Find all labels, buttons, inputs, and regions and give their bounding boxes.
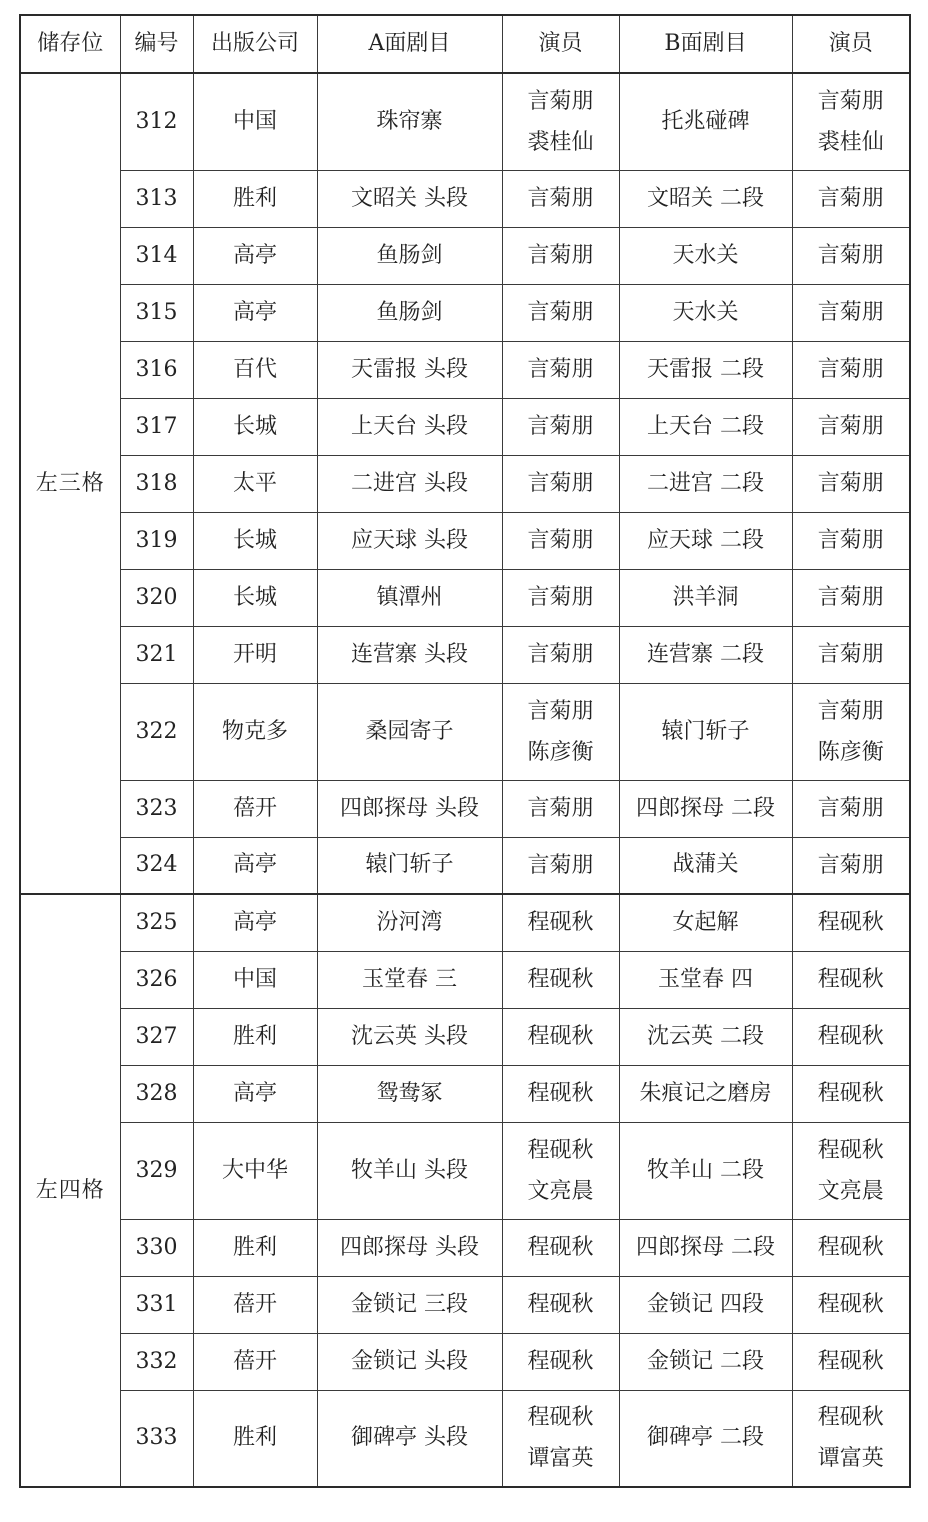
- b-side-actors: [792, 1122, 910, 1219]
- b-side-title: 辕门斩子: [619, 683, 792, 780]
- a-side-title: 金锁记 头段: [317, 1333, 502, 1390]
- table-row: [20, 398, 910, 455]
- actor-name: 文亮晨: [527, 1178, 594, 1204]
- table-row: [20, 1276, 910, 1333]
- record-number: 327: [120, 1008, 193, 1065]
- a-side-title: 御碑亭 头段: [317, 1390, 502, 1487]
- actor-name: 言菊朋: [817, 796, 884, 821]
- b-side-title: 四郎探母 二段: [619, 1219, 792, 1276]
- b-side-title: 应天球 二段: [619, 512, 792, 569]
- actor-name: 程砚秋: [527, 967, 594, 992]
- record-number: 319: [120, 512, 193, 569]
- actor-name: 谭富英: [817, 1446, 884, 1472]
- a-side-title: 天雷报 头段: [317, 341, 502, 398]
- b-side-title: 洪羊洞: [619, 569, 792, 626]
- records-table: [19, 14, 911, 1488]
- b-side-title: 沈云英 二段: [619, 1008, 792, 1065]
- publisher: 高亭: [193, 894, 317, 951]
- actor-name: 裘桂仙: [527, 129, 594, 155]
- actor-name: 言菊朋: [817, 186, 884, 211]
- actor-name: 程砚秋: [527, 1137, 594, 1163]
- b-side-actors: [792, 780, 910, 837]
- table-header: [20, 15, 910, 73]
- actor-name: 言菊朋: [817, 852, 884, 878]
- b-side-actors: [792, 341, 910, 398]
- table-row: [20, 73, 910, 170]
- b-side-title: 连营寨 二段: [619, 626, 792, 683]
- actor-name: 言菊朋: [527, 471, 594, 496]
- record-number: 318: [120, 455, 193, 512]
- table-row: [20, 455, 910, 512]
- b-side-title: 御碑亭 二段: [619, 1390, 792, 1487]
- record-number: 315: [120, 284, 193, 341]
- table-row: [20, 683, 910, 780]
- b-side-actors: [792, 1008, 910, 1065]
- actor-name: 程砚秋: [817, 1235, 884, 1260]
- actor-name: 言菊朋: [817, 642, 884, 667]
- b-side-title: 战蒲关: [619, 837, 792, 894]
- record-number: 320: [120, 569, 193, 626]
- actor-name: 言菊朋: [817, 300, 884, 325]
- publisher: 胜利: [193, 1219, 317, 1276]
- a-side-title: 鱼肠剑: [317, 227, 502, 284]
- table-row: [20, 341, 910, 398]
- actor-name: 言菊朋: [817, 357, 884, 382]
- actor-name: 程砚秋: [817, 1349, 884, 1374]
- b-side-title: 天雷报 二段: [619, 341, 792, 398]
- actor-name: 言菊朋: [527, 243, 594, 268]
- a-side-title: 玉堂春 三: [317, 951, 502, 1008]
- actor-name: 言菊朋: [527, 585, 594, 610]
- a-side-title: 辕门斩子: [317, 837, 502, 894]
- a-side-title: 鱼肠剑: [317, 284, 502, 341]
- header-a-actors: 演员: [502, 15, 619, 73]
- publisher: 大中华: [193, 1122, 317, 1219]
- b-side-actors: [792, 894, 910, 951]
- a-side-title: 文昭关 头段: [317, 170, 502, 227]
- a-side-title: 鸳鸯冢: [317, 1065, 502, 1122]
- header-number: 编号: [120, 15, 193, 73]
- b-side-title: 金锁记 二段: [619, 1333, 792, 1390]
- table-row: [20, 1219, 910, 1276]
- a-side-actors: [502, 683, 619, 780]
- table-row: [20, 1333, 910, 1390]
- actor-name: 程砚秋: [817, 967, 884, 992]
- b-side-actors: [792, 569, 910, 626]
- record-number: 321: [120, 626, 193, 683]
- actor-name: 言菊朋: [527, 528, 594, 553]
- actor-name: 程砚秋: [527, 1024, 594, 1049]
- record-number: 314: [120, 227, 193, 284]
- a-side-title: 连营寨 头段: [317, 626, 502, 683]
- table-row: [20, 780, 910, 837]
- a-side-title: 应天球 头段: [317, 512, 502, 569]
- publisher: 高亭: [193, 837, 317, 894]
- storage-location: 左三格: [20, 73, 120, 894]
- table-row: [20, 894, 910, 951]
- actor-name: 言菊朋: [817, 88, 884, 114]
- b-side-actors: [792, 455, 910, 512]
- a-side-actors: [502, 1390, 619, 1487]
- actor-name: 言菊朋: [817, 585, 884, 610]
- a-side-actors: [502, 1122, 619, 1219]
- b-side-title: 朱痕记之磨房: [619, 1065, 792, 1122]
- b-side-title: 上天台 二段: [619, 398, 792, 455]
- record-number: 317: [120, 398, 193, 455]
- actor-name: 程砚秋: [817, 1081, 884, 1106]
- publisher: 百代: [193, 341, 317, 398]
- record-number: 324: [120, 837, 193, 894]
- record-number: 325: [120, 894, 193, 951]
- publisher: 胜利: [193, 1008, 317, 1065]
- publisher: 太平: [193, 455, 317, 512]
- b-side-actors: [792, 398, 910, 455]
- table-row: [20, 284, 910, 341]
- b-side-title: 金锁记 四段: [619, 1276, 792, 1333]
- a-side-title: 沈云英 头段: [317, 1008, 502, 1065]
- actor-name: 程砚秋: [527, 1292, 594, 1317]
- a-side-title: 珠帘寨: [317, 73, 502, 170]
- a-side-title: 四郎探母 头段: [317, 780, 502, 837]
- b-side-actors: [792, 1390, 910, 1487]
- publisher: 蓓开: [193, 1276, 317, 1333]
- a-side-actors: [502, 837, 619, 894]
- a-side-actors: [502, 1065, 619, 1122]
- actor-name: 谭富英: [527, 1446, 594, 1472]
- publisher: 长城: [193, 512, 317, 569]
- publisher: 胜利: [193, 170, 317, 227]
- publisher: 蓓开: [193, 780, 317, 837]
- publisher: 长城: [193, 569, 317, 626]
- b-side-actors: [792, 951, 910, 1008]
- b-side-actors: [792, 683, 910, 780]
- actor-name: 程砚秋: [527, 1235, 594, 1260]
- record-number: 322: [120, 683, 193, 780]
- b-side-actors: [792, 1219, 910, 1276]
- record-number: 331: [120, 1276, 193, 1333]
- table-row: [20, 569, 910, 626]
- publisher: 开明: [193, 626, 317, 683]
- b-side-actors: [792, 170, 910, 227]
- a-side-actors: [502, 170, 619, 227]
- a-side-actors: [502, 626, 619, 683]
- header-company: 出版公司: [193, 15, 317, 73]
- actor-name: 文亮晨: [817, 1178, 884, 1204]
- actor-name: 程砚秋: [817, 1024, 884, 1049]
- actor-name: 言菊朋: [817, 243, 884, 268]
- a-side-actors: [502, 780, 619, 837]
- actor-name: 言菊朋: [527, 88, 594, 114]
- publisher: 高亭: [193, 227, 317, 284]
- record-number: 316: [120, 341, 193, 398]
- actor-name: 言菊朋: [527, 852, 594, 878]
- actor-name: 程砚秋: [527, 1349, 594, 1374]
- table-body: [20, 73, 910, 1487]
- a-side-actors: [502, 894, 619, 951]
- b-side-title: 天水关: [619, 284, 792, 341]
- actor-name: 程砚秋: [817, 1292, 884, 1317]
- a-side-title: 金锁记 三段: [317, 1276, 502, 1333]
- actor-name: 程砚秋: [817, 1137, 884, 1163]
- table-row: [20, 1390, 910, 1487]
- actor-name: 言菊朋: [527, 186, 594, 211]
- storage-location: 左四格: [20, 894, 120, 1487]
- b-side-actors: [792, 1333, 910, 1390]
- header-storage: 储存位: [20, 15, 120, 73]
- header-b-actors: 演员: [792, 15, 910, 73]
- table-row: [20, 512, 910, 569]
- table-row: [20, 1122, 910, 1219]
- record-number: 326: [120, 951, 193, 1008]
- actor-name: 言菊朋: [527, 698, 594, 724]
- table-row: [20, 837, 910, 894]
- table-row: [20, 227, 910, 284]
- b-side-actors: [792, 837, 910, 894]
- publisher: 中国: [193, 951, 317, 1008]
- publisher: 高亭: [193, 284, 317, 341]
- actor-name: 言菊朋: [817, 414, 884, 439]
- b-side-title: 文昭关 二段: [619, 170, 792, 227]
- actor-name: 言菊朋: [527, 414, 594, 439]
- b-side-title: 玉堂春 四: [619, 951, 792, 1008]
- publisher: 中国: [193, 73, 317, 170]
- actor-name: 程砚秋: [527, 1081, 594, 1106]
- actor-name: 陈彦衡: [527, 739, 594, 765]
- table-row: [20, 1008, 910, 1065]
- publisher: 蓓开: [193, 1333, 317, 1390]
- a-side-actors: [502, 951, 619, 1008]
- actor-name: 陈彦衡: [817, 739, 884, 765]
- actor-name: 言菊朋: [817, 698, 884, 724]
- a-side-actors: [502, 284, 619, 341]
- record-number: 329: [120, 1122, 193, 1219]
- b-side-title: 女起解: [619, 894, 792, 951]
- a-side-title: 四郎探母 头段: [317, 1219, 502, 1276]
- b-side-title: 四郎探母 二段: [619, 780, 792, 837]
- record-number: 330: [120, 1219, 193, 1276]
- a-side-actors: [502, 1333, 619, 1390]
- a-side-actors: [502, 227, 619, 284]
- actor-name: 言菊朋: [527, 357, 594, 382]
- record-number: 323: [120, 780, 193, 837]
- actor-name: 言菊朋: [817, 471, 884, 496]
- b-side-actors: [792, 73, 910, 170]
- b-side-actors: [792, 626, 910, 683]
- actor-name: 程砚秋: [527, 910, 594, 936]
- b-side-actors: [792, 1065, 910, 1122]
- table-row: [20, 951, 910, 1008]
- a-side-actors: [502, 73, 619, 170]
- a-side-actors: [502, 341, 619, 398]
- a-side-actors: [502, 1219, 619, 1276]
- a-side-title: 上天台 头段: [317, 398, 502, 455]
- actor-name: 裘桂仙: [817, 129, 884, 155]
- record-number: 333: [120, 1390, 193, 1487]
- b-side-title: 牧羊山 二段: [619, 1122, 792, 1219]
- actor-name: 言菊朋: [527, 796, 594, 821]
- b-side-title: 二进宫 二段: [619, 455, 792, 512]
- actor-name: 言菊朋: [527, 642, 594, 667]
- actor-name: 言菊朋: [527, 300, 594, 325]
- a-side-actors: [502, 569, 619, 626]
- table-row: [20, 1065, 910, 1122]
- header-a-title: A面剧目: [317, 15, 502, 73]
- publisher: 长城: [193, 398, 317, 455]
- table-row: [20, 626, 910, 683]
- a-side-title: 汾河湾: [317, 894, 502, 951]
- publisher: 胜利: [193, 1390, 317, 1487]
- b-side-actors: [792, 512, 910, 569]
- a-side-actors: [502, 455, 619, 512]
- a-side-title: 桑园寄子: [317, 683, 502, 780]
- actor-name: 程砚秋: [817, 910, 884, 936]
- actor-name: 程砚秋: [817, 1405, 884, 1431]
- b-side-title: 托兆碰碑: [619, 73, 792, 170]
- a-side-title: 二进宫 头段: [317, 455, 502, 512]
- publisher: 物克多: [193, 683, 317, 780]
- a-side-actors: [502, 1276, 619, 1333]
- a-side-actors: [502, 512, 619, 569]
- record-number: 312: [120, 73, 193, 170]
- header-b-title: B面剧目: [619, 15, 792, 73]
- b-side-actors: [792, 1276, 910, 1333]
- record-number: 328: [120, 1065, 193, 1122]
- actor-name: 程砚秋: [527, 1405, 594, 1431]
- a-side-actors: [502, 1008, 619, 1065]
- a-side-actors: [502, 398, 619, 455]
- b-side-actors: [792, 227, 910, 284]
- a-side-title: 牧羊山 头段: [317, 1122, 502, 1219]
- b-side-title: 天水关: [619, 227, 792, 284]
- a-side-title: 镇潭州: [317, 569, 502, 626]
- publisher: 高亭: [193, 1065, 317, 1122]
- header-row: [20, 15, 910, 73]
- b-side-actors: [792, 284, 910, 341]
- record-number: 313: [120, 170, 193, 227]
- table-row: [20, 170, 910, 227]
- record-number: 332: [120, 1333, 193, 1390]
- actor-name: 言菊朋: [817, 528, 884, 553]
